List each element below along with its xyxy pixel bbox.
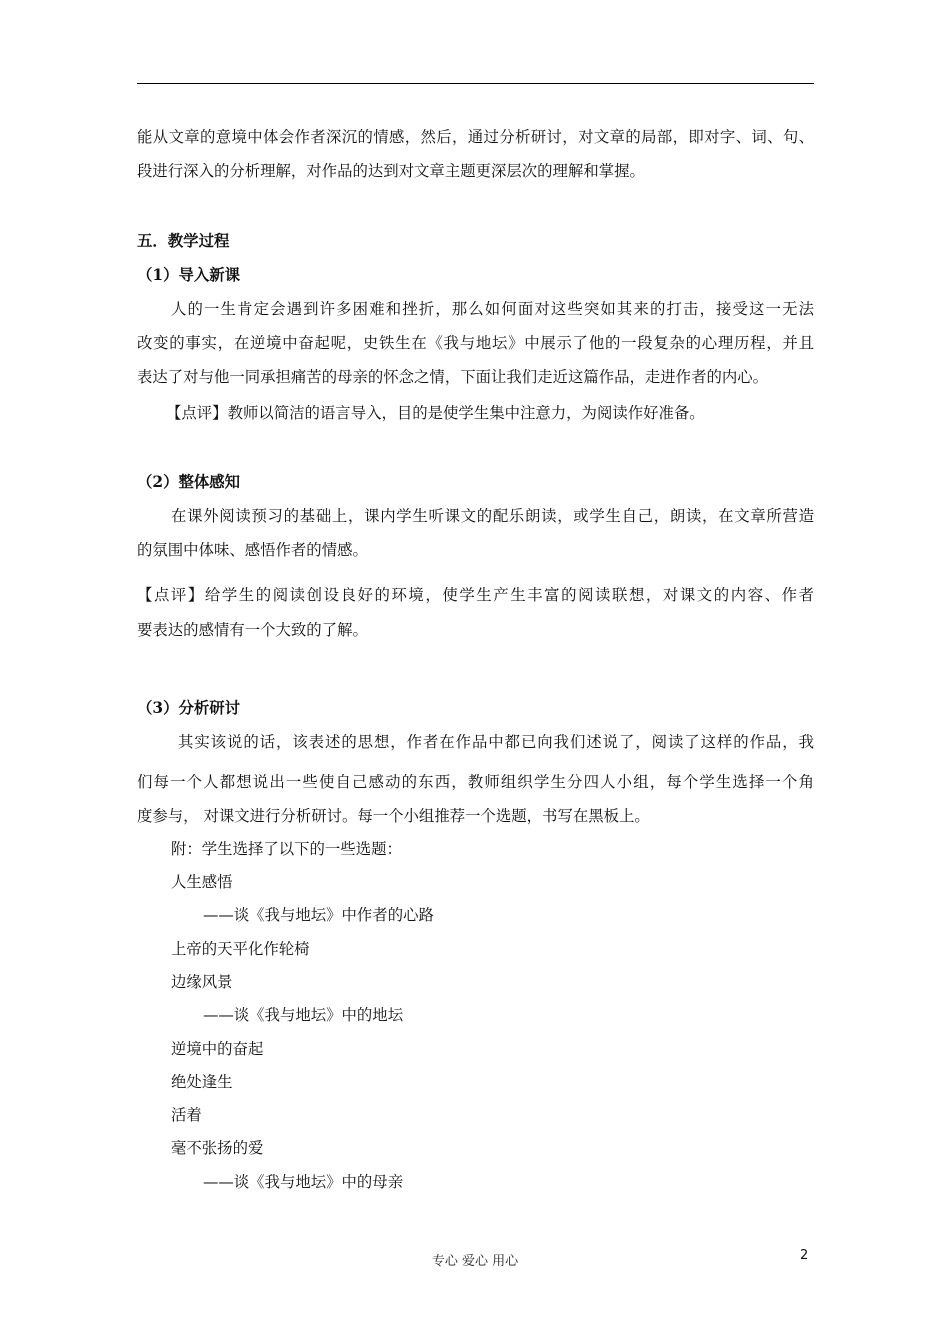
section-heading-teaching-process: 五．教学过程 <box>137 232 230 250</box>
subheading-analysis: （3）分析研讨 <box>137 699 241 717</box>
comment-perception-line-1: 【点评】给学生的阅读创设良好的环境，使学生产生丰富的阅读联想，对课文的内容、作者 <box>137 586 814 604</box>
page-number: 2 <box>800 1248 809 1263</box>
para-perception-line-2: 的氛围中体味、感悟作者的情感。 <box>137 541 368 559</box>
topic-subtitle-1: ——谈《我与地坛》中作者的心路 <box>203 906 434 924</box>
topic-subtitle-3: ——谈《我与地坛》中的地坛 <box>203 1006 404 1024</box>
topic-title-1: 人生感悟 <box>171 873 233 891</box>
para-perception-line-1: 在课外阅读预习的基础上，课内学生听课文的配乐朗读，或学生自己，朗读，在文章所营造 <box>171 507 814 525</box>
topics-intro: 附：学生选择了以下的一些选题： <box>171 840 402 858</box>
topic-title-4: 逆境中的奋起 <box>171 1040 264 1058</box>
comment-perception-line-2: 要表达的感情有一个大致的了解。 <box>137 621 368 639</box>
topic-title-2: 上帝的天平化作轮椅 <box>171 940 310 958</box>
para-introduction-line-1: 人的一生肯定会遇到许多困难和挫折，那么如何面对这些突如其来的打击，接受这一无法 <box>171 300 814 318</box>
topic-title-5: 绝处逢生 <box>171 1073 233 1091</box>
subheading-overall-perception: （2）整体感知 <box>137 473 241 491</box>
para-analysis-line-3: 度参与， 对课文进行分析研讨。每一个小组推荐一个选题，书写在黑板上。 <box>137 807 650 825</box>
para-introduction-line-2: 改变的事实，在逆境中奋起呢，史铁生在《我与地坛》中展示了他的一段复杂的心理历程，并且 <box>137 334 814 352</box>
subheading-introduction: （1）导入新课 <box>137 266 241 284</box>
header-rule <box>137 83 814 84</box>
topic-title-7: 毫不张扬的爱 <box>171 1139 264 1157</box>
topic-subtitle-7: ——谈《我与地坛》中的母亲 <box>203 1173 404 1191</box>
page-footer: 专心 爱心 用心 <box>431 1254 519 1269</box>
para-intro-line-1: 能从文章的意境中体会作者深沉的情感，然后，通过分析研讨，对文章的局部，即对字、词、句、 <box>137 128 814 146</box>
para-analysis-line-2: 们每一个人都想说出一些使自己感动的东西，教师组织学生分四人小组，每个学生选择一个角 <box>137 773 814 791</box>
comment-introduction: 【点评】教师以简洁的语言导入，目的是使学生集中注意力，为阅读作好准备。 <box>166 404 705 422</box>
para-intro-line-2: 段进行深入的分析理解，对作品的达到对文章主题更深层次的理解和掌握。 <box>137 162 645 180</box>
topic-title-6: 活着 <box>171 1106 202 1124</box>
topic-title-3: 边缘风景 <box>171 973 233 991</box>
para-introduction-line-3: 表达了对与他一同承担痛苦的母亲的怀念之情，下面让我们走近这篇作品，走进作者的内心。 <box>137 368 769 386</box>
para-analysis-line-1: 其实该说的话，该表述的思想，作者在作品中都已向我们述说了，阅读了这样的作品，我 <box>178 733 814 751</box>
